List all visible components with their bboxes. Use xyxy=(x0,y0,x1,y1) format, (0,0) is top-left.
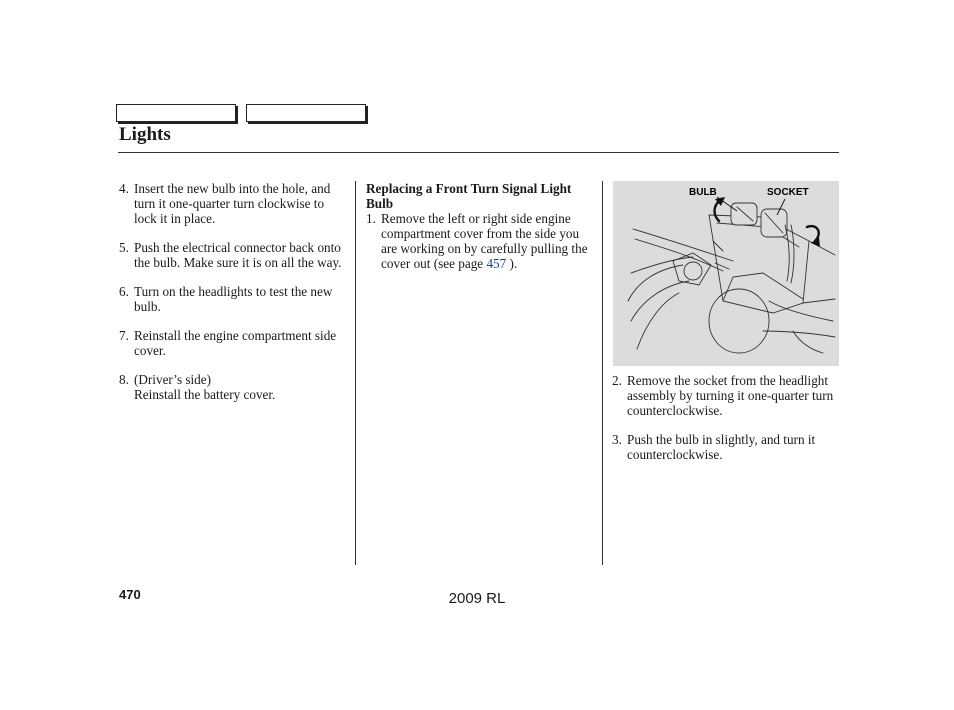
step-text: (Driver’s side) xyxy=(134,372,212,387)
socket-label: SOCKET xyxy=(767,187,809,198)
column-3 xyxy=(612,373,844,476)
nav-tab-1[interactable] xyxy=(116,104,236,122)
step-text: Reinstall the engine compartment side cover. xyxy=(134,328,337,358)
section-title: Lights xyxy=(119,124,171,145)
step-number: 1. xyxy=(366,211,376,226)
step-text: Push the electrical connector back onto the bulb. Make sure it is on all the way. xyxy=(134,240,342,270)
bulb-socket-figure xyxy=(613,181,839,366)
column-2 xyxy=(366,181,598,285)
step-number: 6. xyxy=(119,284,129,299)
nav-tab-2[interactable] xyxy=(246,104,366,122)
page-link[interactable]: 457 xyxy=(486,256,507,271)
step-text: Turn on the headlights to test the new bulb. xyxy=(134,284,333,314)
step-number: 2. xyxy=(612,373,622,388)
column-divider-1 xyxy=(355,181,356,565)
title-rule xyxy=(118,152,839,153)
step-text xyxy=(381,211,598,271)
step-number: 5. xyxy=(119,240,129,255)
step-text-end: ). xyxy=(509,256,518,271)
step-number: 4. xyxy=(119,181,129,196)
step-text: Reinstall the battery cover. xyxy=(134,387,276,402)
step-3 xyxy=(612,432,844,462)
step-4 xyxy=(119,181,349,226)
page-number: 470 xyxy=(119,587,141,602)
step-number: 8. xyxy=(119,372,129,387)
step-1 xyxy=(366,211,598,271)
step-text: Push the bulb in slightly, and turn it counterclockwise. xyxy=(627,432,816,462)
column-divider-2 xyxy=(602,181,603,565)
column-1 xyxy=(119,181,349,416)
step-8 xyxy=(119,372,349,402)
step-5 xyxy=(119,240,349,270)
step-7 xyxy=(119,328,349,358)
procedure-heading: Replacing a Front Turn Signal Light Bulb xyxy=(366,181,572,211)
model-footer: 2009 RL xyxy=(448,590,506,607)
step-text: Remove the socket from the headlight assembly by turning it one-quarter turn counterclockwise. xyxy=(627,373,834,418)
step-number: 3. xyxy=(612,432,622,447)
bulb-label: BULB xyxy=(689,187,717,198)
step-6 xyxy=(119,284,349,314)
step-text: Insert the new bulb into the hole, and turn it one-quarter turn clockwise to lock it in place. xyxy=(134,181,331,226)
step-2 xyxy=(612,373,844,418)
engine-illustration xyxy=(613,181,839,366)
step-text-body: Remove the left or right side engine compartment cover from the side you are working on by carefully pulling the cover out (see page xyxy=(381,211,588,271)
step-number: 7. xyxy=(119,328,129,343)
